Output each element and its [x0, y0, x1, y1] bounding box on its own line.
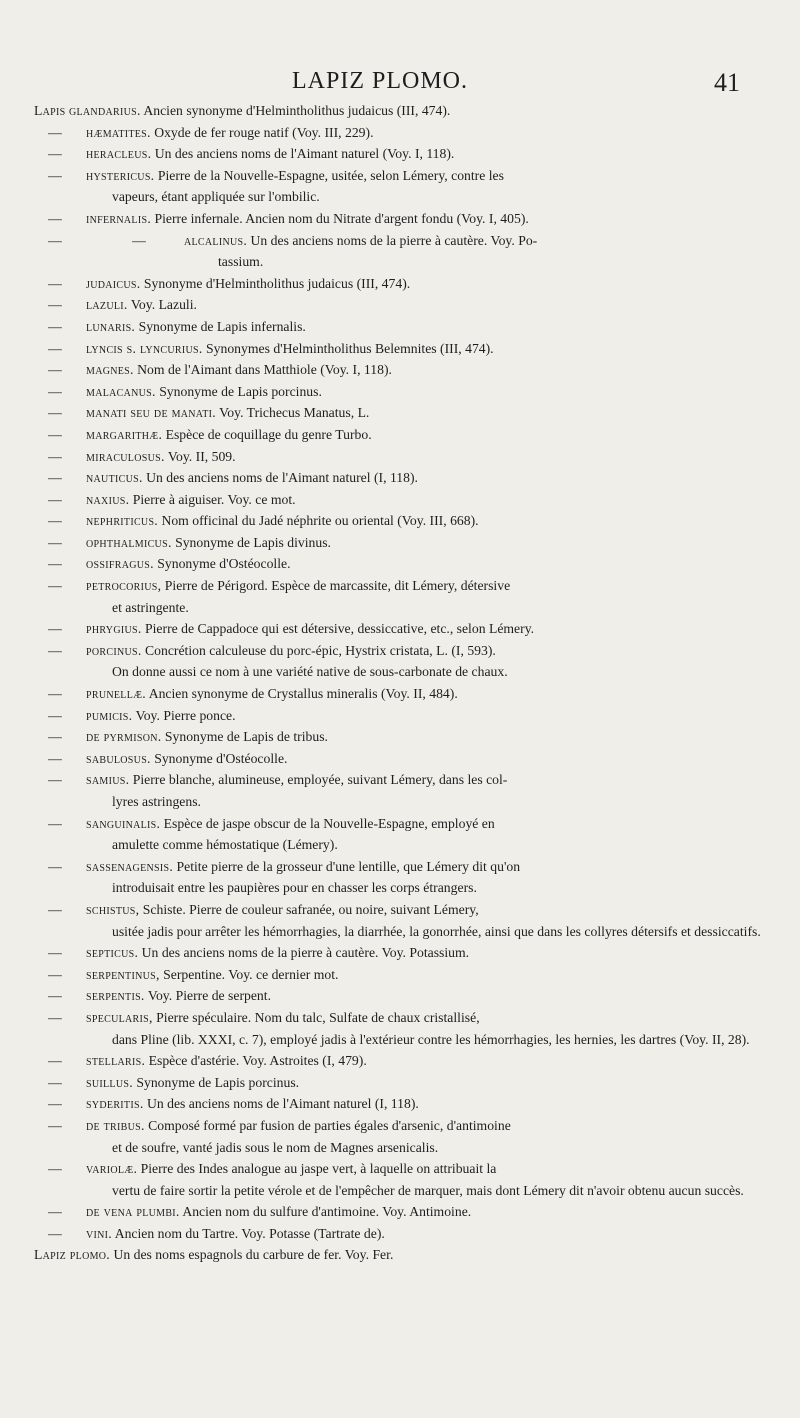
entry-row — [34, 143, 772, 165]
entry-headword: variolæ. — [86, 1161, 138, 1177]
entry-row — [34, 338, 772, 360]
entry-dash: — — [48, 858, 62, 874]
entry-headword: ossifragus. — [86, 556, 154, 572]
entry-row — [34, 985, 772, 1007]
entry-definition: Pierre de Cappadoce qui est détersive, dessiccative, etc., selon Lémery. — [145, 621, 535, 637]
entry-definition: Petite pierre de la grosseur d'une lentille, que Lémery dit qu'on — [176, 858, 521, 874]
entry-row — [34, 208, 772, 230]
entry-definition: Synonyme d'Helmintholithus judaicus (III, 474). — [143, 275, 411, 291]
entry-headword: hystericus. — [86, 167, 155, 183]
entry-definition: Synonyme de Lapis infernalis. — [138, 318, 306, 334]
entry-headword: vini. — [86, 1225, 113, 1241]
entry-headword: de pyrmison. — [86, 729, 162, 745]
entry-row — [34, 1007, 772, 1050]
entry-row — [34, 683, 772, 705]
entry-continuation: amulette comme hémostatique (Lémery). — [112, 837, 338, 853]
entry-headword: specularis, — [86, 1009, 153, 1025]
entry-continuation: dans Pline (lib. XXXI, c. 7), employé jadis à l'extérieur contre les hémorrhagies, les hernies, les dartres (Voy. II, 28). — [112, 1031, 750, 1047]
entry-dash: — — [48, 750, 62, 766]
entry-row — [34, 769, 772, 812]
entry-row — [34, 402, 772, 424]
entry-headword: suillus. — [86, 1074, 133, 1090]
entry-headword: pumicis. — [86, 707, 133, 723]
page-number: 41 — [714, 68, 740, 97]
entry-headword: porcinus. — [86, 642, 142, 658]
entry-dash: — — [48, 1096, 62, 1112]
entry-definition: Espèce de jaspe obscur de la Nouvelle-Espagne, employé en — [163, 815, 495, 831]
entry-dash: — — [48, 1161, 62, 1177]
entry-headword: judaicus. — [86, 275, 141, 291]
entry-dash: — — [48, 707, 62, 723]
entry-continuation: On donne aussi ce nom à une variété native de sous-carbonate de chaux. — [112, 664, 508, 680]
entry-headword: schistus, — [86, 901, 140, 917]
entry-continuation: tassium. — [218, 254, 264, 270]
entry-headword: septicus. — [86, 945, 139, 961]
entry-headword: stellaris. — [86, 1053, 146, 1069]
entry-row — [34, 726, 772, 748]
entry-row — [34, 1072, 772, 1094]
entry-row — [34, 1223, 772, 1245]
entry-row — [34, 532, 772, 554]
entry-definition: Synonyme de Lapis de tribus. — [164, 729, 328, 745]
entry-row — [34, 640, 772, 683]
entry-continuation: vertu de faire sortir la petite vérole et de l'empêcher de marquer, mais dont Lémery dit n'avoir obtenu aucun succès. — [112, 1182, 744, 1198]
entry-dash: — — [48, 124, 62, 140]
entry-dash: — — [48, 405, 62, 421]
entry-row — [34, 359, 772, 381]
entry-continuation: lyres astringens. — [112, 794, 201, 809]
entry-headword: sabulosus. — [86, 750, 151, 766]
entry-headword: de vena plumbi. — [86, 1204, 180, 1220]
entry-definition: Serpentine. Voy. ce dernier mot. — [163, 966, 339, 982]
entry-definition: Un des anciens noms de l'Aimant naturel (I, 118). — [146, 470, 418, 486]
entry-dash: — — [48, 426, 62, 442]
entry-dash: — — [48, 621, 62, 637]
entry-dash: — — [48, 491, 62, 507]
entry-definition: Un des anciens noms de la pierre à cautère. Voy. Potassium. — [141, 945, 470, 961]
entry-headword: glandarius. — [68, 103, 141, 118]
entry-dash: — — [48, 448, 62, 464]
entry-continuation: et astringente. — [112, 599, 189, 615]
entry-definition: Pierre de la Nouvelle-Espagne, usitée, selon Lémery, contre les — [157, 167, 504, 183]
entry-continuation: vapeurs, étant appliquée sur l'ombilic. — [112, 189, 320, 205]
entry-headword: serpentinus, — [86, 966, 160, 982]
entry-headword: Lapiz plomo. — [34, 1247, 111, 1263]
entry-continuation: usitée jadis pour arrêter les hémorrhagies, la diarrhée, la gonorrhée, ainsi que dans les collyres détersifs et dessiccatifs. — [112, 923, 761, 939]
entry-row — [34, 1050, 772, 1072]
entry-row — [34, 856, 772, 899]
entry-row — [34, 1201, 772, 1223]
entry-definition: Nom de l'Aimant dans Matthiole (Voy. I, 118). — [137, 362, 392, 378]
entry-dash: — — [48, 556, 62, 572]
entry-definition: Pierre de Périgord. Espèce de marcassite, dit Lémery, détersive — [164, 578, 511, 594]
entry-headword: alcalinus. — [184, 232, 248, 248]
sub-entries — [34, 122, 772, 1245]
entry-lead: Lapis — [34, 103, 66, 118]
entry-headword: lyncis s. lyncurius. — [86, 340, 203, 356]
entry-headword: magnes. — [86, 362, 134, 378]
entry-row — [34, 122, 772, 144]
entry-definition: Espèce de coquillage du genre Turbo. — [165, 426, 372, 442]
entry-definition: Ancien nom du Tartre. Voy. Potasse (Tartrate de). — [114, 1225, 385, 1241]
entry-headword: lazuli. — [86, 297, 128, 313]
entry-definition: Ancien synonyme de Crystallus mineralis (Voy. II, 484). — [148, 686, 458, 702]
entry-definition: Synonyme de Lapis porcinus. — [159, 383, 322, 399]
entry-headword: syderitis. — [86, 1096, 144, 1112]
entry-row — [34, 899, 772, 942]
entry-row — [34, 381, 772, 403]
entry-dash: — — [48, 513, 62, 529]
entry-headword: nephriticus. — [86, 513, 159, 529]
entry-headword: de tribus. — [86, 1117, 145, 1133]
entry-row — [34, 294, 772, 316]
entry-definition: Ancien synonyme d'Helmintholithus judaicus (III, 474). — [143, 103, 451, 118]
entry-dash: — — [48, 383, 62, 399]
entry-headword: samius. — [86, 772, 130, 788]
entry-definition: Schiste. Pierre de couleur safranée, ou noire, suivant Lémery, — [142, 901, 479, 917]
entry-definition: Un des anciens noms de l'Aimant naturel (Voy. I, 118). — [154, 146, 455, 162]
entry-dash: — — [48, 1117, 62, 1133]
entry-definition: Voy. Trichecus Manatus, L. — [219, 405, 370, 421]
entry-definition: Oxyde de fer rouge natif (Voy. III, 229). — [154, 124, 374, 140]
entry-dash: — — [48, 534, 62, 550]
entry-row — [34, 1093, 772, 1115]
entry-dash: — — [48, 297, 62, 313]
entry-headword: infernalis. — [86, 210, 152, 226]
entry-dash: — — [48, 815, 62, 831]
entry-dash: — — [48, 318, 62, 334]
entry-headword: sanguinalis. — [86, 815, 161, 831]
entry-row — [34, 446, 772, 468]
entry-headword: sassenagensis. — [86, 858, 174, 874]
entry-dash: — — [48, 642, 62, 658]
entry-definition: Un des noms espagnols du carbure de fer. Voy. Fer. — [113, 1247, 394, 1263]
entry-row — [34, 1158, 772, 1201]
entry-definition: Synonyme de Lapis porcinus. — [136, 1074, 300, 1090]
entry-headword: petrocorius, — [86, 578, 162, 594]
entry-headword: malacanus. — [86, 383, 156, 399]
entry-list — [34, 100, 772, 1266]
entry-dash: — — [48, 470, 62, 486]
entry-headword: manati seu de manati. — [86, 405, 216, 421]
entry-definition: Pierre des Indes analogue au jaspe vert, à laquelle on attribuait la — [140, 1161, 497, 1177]
entry-definition: Synonyme d'Ostéocolle. — [157, 556, 291, 572]
entry-dash: — — [48, 146, 62, 162]
entry-dash: — — [48, 966, 62, 982]
entry-continuation: et de soufre, vanté jadis sous le nom de Magnes arsenicalis. — [112, 1139, 439, 1155]
entry-dash: — — [48, 232, 62, 248]
entry-headword: serpentis. — [86, 988, 145, 1004]
entry-headword: heracleus. — [86, 146, 152, 162]
entry-headword: prunellæ. — [86, 686, 147, 702]
entry-dash: — — [48, 362, 62, 378]
entry-dash: — — [48, 167, 62, 183]
entry-dash: — — [48, 945, 62, 961]
entry-definition: Pierre infernale. Ancien nom du Nitrate d'argent fondu (Voy. I, 405). — [154, 210, 529, 226]
entry-row — [34, 424, 772, 446]
entry-row — [34, 813, 772, 856]
entry-definition: Composé formé par fusion de parties égales d'arsenic, d'antimoine — [148, 1117, 511, 1133]
entry-definition: Synonymes d'Helmintholithus Belemnites (III, 474). — [206, 340, 494, 356]
entry-definition: Nom officinal du Jadé néphrite ou oriental (Voy. III, 668). — [161, 513, 479, 529]
entry-dash: — — [48, 1009, 62, 1025]
page-title: LAPIZ PLOMO. — [291, 68, 468, 94]
entry-headword: lunaris. — [86, 318, 136, 334]
running-head — [0, 62, 800, 102]
entry-headword: ophthalmicus. — [86, 534, 172, 550]
entry-definition: Voy. Lazuli. — [130, 297, 197, 313]
entry-definition: Concrétion calculeuse du porc-épic, Hystrix cristata, L. (I, 593). — [145, 642, 496, 658]
entry-row — [34, 489, 772, 511]
entry-dash: — — [48, 1074, 62, 1090]
entry-row — [34, 575, 772, 618]
first-entry — [34, 100, 772, 122]
entry-row — [34, 748, 772, 770]
entry-definition: Voy. Pierre de serpent. — [147, 988, 271, 1004]
entry-dash: — — [48, 901, 62, 917]
entry-headword: miraculosus. — [86, 448, 165, 464]
entry-definition: Voy. II, 509. — [167, 448, 236, 464]
entry-row — [34, 964, 772, 986]
entry-dash: — — [48, 1204, 62, 1220]
entry-definition: Un des anciens noms de l'Aimant naturel (I, 118). — [146, 1096, 419, 1112]
entry-row — [34, 705, 772, 727]
entry-row — [34, 942, 772, 964]
entry-dash: — — [48, 210, 62, 226]
entry-row — [34, 316, 772, 338]
entry-dash-secondary: — — [132, 232, 146, 248]
entry-row — [34, 553, 772, 575]
entry-headword: phrygius. — [86, 621, 142, 637]
entry-definition: Pierre blanche, alumineuse, employée, suivant Lémery, dans les col- — [132, 772, 508, 788]
entry-dash: — — [48, 1225, 62, 1241]
entry-definition: Pierre spéculaire. Nom du talc, Sulfate de chaux cristallisé, — [156, 1009, 480, 1025]
entry-definition: Voy. Pierre ponce. — [135, 707, 236, 723]
entry-definition: Pierre à aiguiser. Voy. ce mot. — [132, 491, 296, 507]
entry-definition: Espèce d'astérie. Voy. Astroites (I, 479). — [148, 1053, 367, 1069]
entry-headword: naxius. — [86, 491, 130, 507]
entry-dash: — — [48, 275, 62, 291]
entry-row — [34, 510, 772, 532]
entry-dash: — — [48, 1053, 62, 1069]
last-entry — [34, 1244, 772, 1266]
entry-dash: — — [48, 578, 62, 594]
entry-row — [34, 230, 772, 273]
entry-dash: — — [48, 772, 62, 788]
entry-definition: Ancien nom du sulfure d'antimoine. Voy. Antimoine. — [182, 1204, 472, 1220]
entry-headword: hæmatites. — [86, 124, 151, 140]
entry-definition: Un des anciens noms de la pierre à cautère. Voy. Po- — [250, 232, 538, 248]
entry-headword: margarithæ. — [86, 426, 163, 442]
entry-dash: — — [48, 686, 62, 702]
entry-continuation: introduisait entre les paupières pour en chasser les corps étrangers. — [112, 880, 477, 896]
entry-row — [34, 467, 772, 489]
entry-row — [34, 165, 772, 208]
entry-definition: Synonyme d'Ostéocolle. — [154, 750, 288, 766]
entry-row — [34, 1115, 772, 1158]
entry-dash: — — [48, 340, 62, 356]
entry-row — [34, 618, 772, 640]
entry-definition: Synonyme de Lapis divinus. — [175, 534, 331, 550]
entry-headword: nauticus. — [86, 470, 143, 486]
entry-row — [34, 273, 772, 295]
entry-dash: — — [48, 988, 62, 1004]
entry-dash: — — [48, 729, 62, 745]
